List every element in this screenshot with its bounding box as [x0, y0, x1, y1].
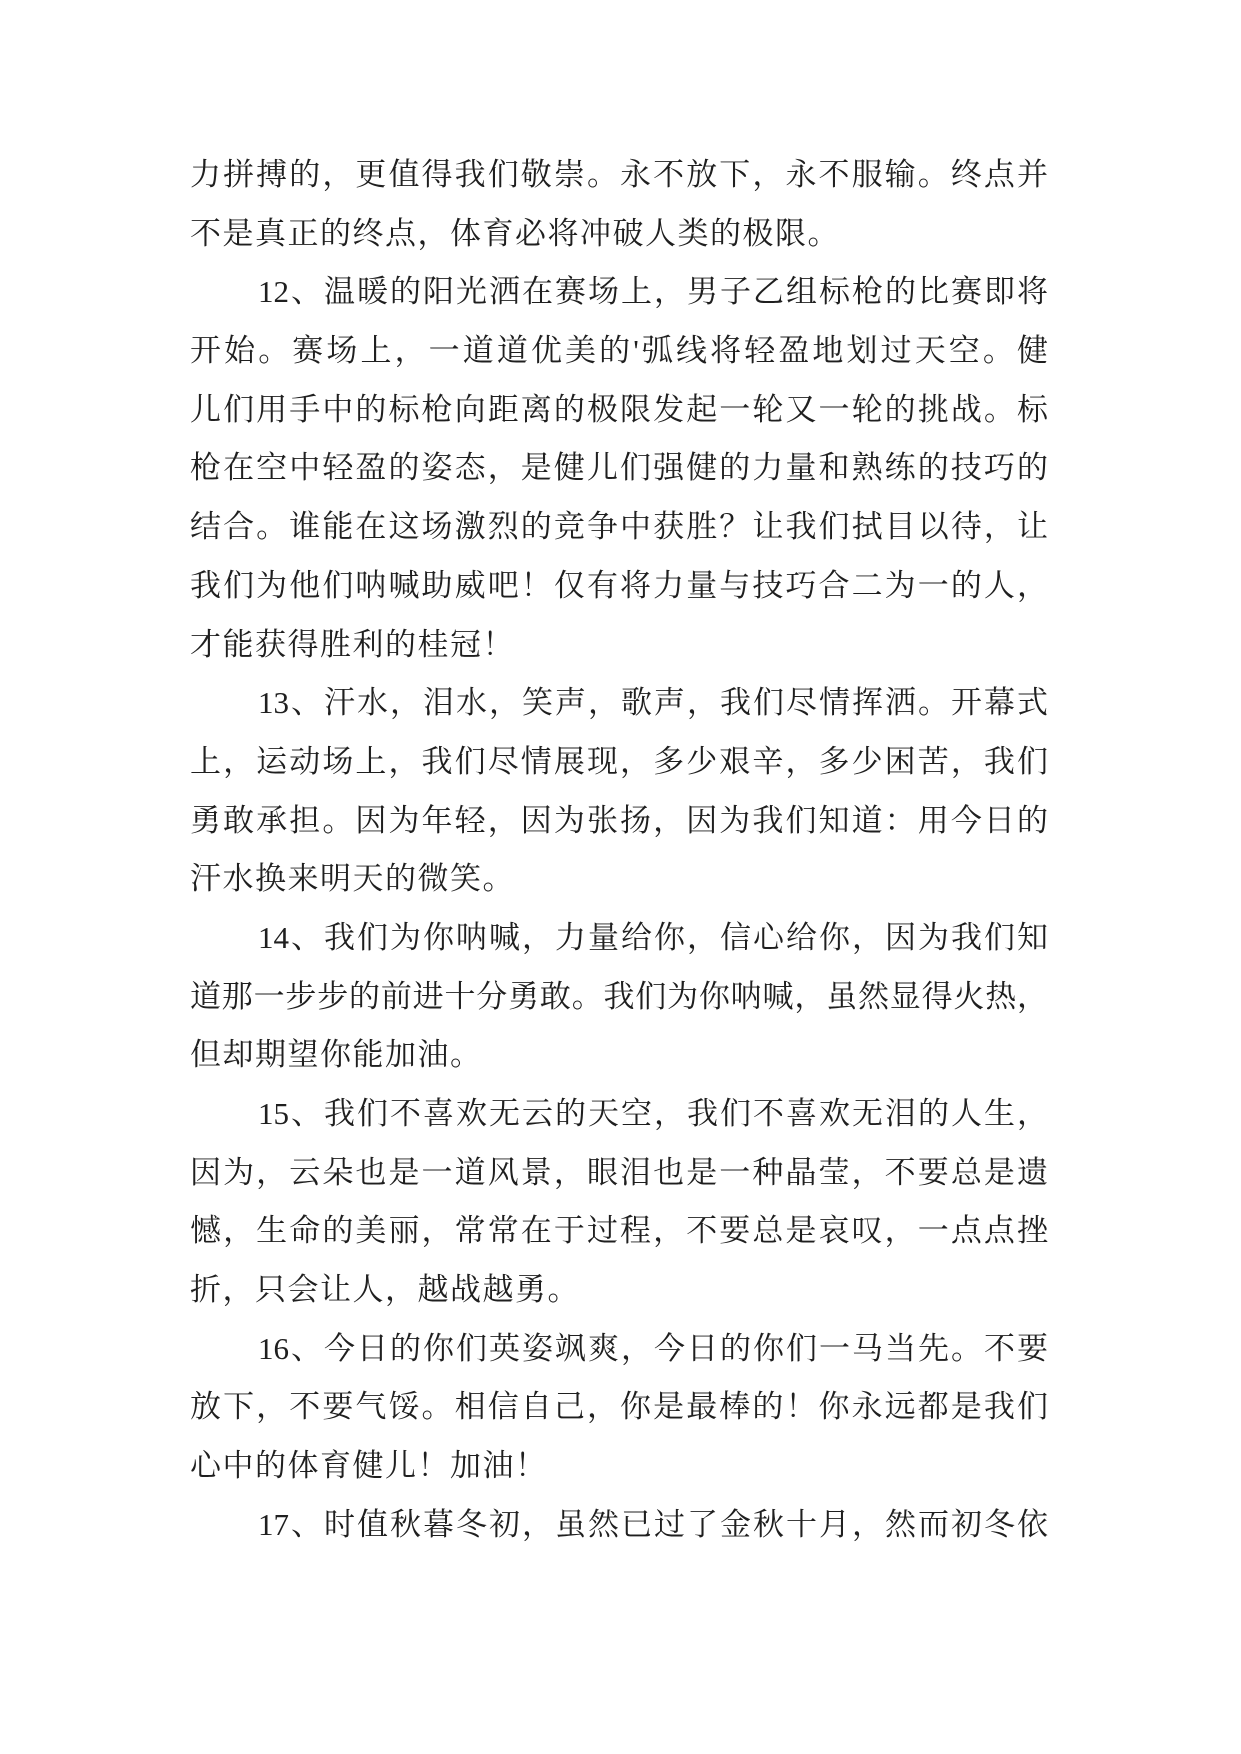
text-line: 15、我们不喜欢无云的天空，我们不喜欢无泪的人生， — [258, 1096, 1048, 1131]
document-text-body — [190, 146, 1048, 1555]
text-line: 13、汗水，泪水，笑声，歌声，我们尽情挥洒。开幕式 — [258, 685, 1048, 721]
paragraph — [190, 909, 1048, 1085]
paragraph — [190, 263, 1048, 674]
text-line: 道那一步步的前进十分勇敢。我们为你呐喊，虽然显得火热， — [190, 978, 1048, 1014]
text-line: 开始。赛场上，一道道优美的'弧线将轻盈地划过天空。健 — [190, 333, 1048, 369]
text-line: 才能获得胜利的桂冠！ — [190, 626, 515, 662]
text-line: 17、时值秋暮冬初，虽然已过了金秋十月，然而初冬依 — [258, 1506, 1048, 1542]
paragraph — [190, 1496, 1048, 1555]
text-line: 但却期望你能加油。 — [190, 1037, 483, 1073]
text-line: 14、我们为你呐喊，力量给你，信心给你，因为我们知 — [258, 919, 1048, 955]
text-line: 勇敢承担。因为年轻，因为张扬，因为我们知道：用今日的 — [190, 802, 1048, 838]
text-line: 结合。谁能在这场激烈的竞争中获胜？让我们拭目以待，让 — [190, 509, 1048, 545]
text-line: 12、温暖的阳光洒在赛场上，男子乙组标枪的比赛即将 — [258, 274, 1048, 310]
text-line: 枪在空中轻盈的姿态，是健儿们强健的力量和熟练的技巧的 — [190, 450, 1048, 486]
text-line: 不是真正的终点，体育必将冲破人类的极限。 — [190, 215, 840, 251]
text-line: 16、今日的你们英姿飒爽，今日的你们一马当先。不要 — [258, 1330, 1048, 1366]
paragraph — [190, 1085, 1048, 1320]
text-line: 因为，云朵也是一道风景，眼泪也是一种晶莹，不要总是遗 — [190, 1154, 1048, 1190]
text-line: 我们为他们呐喊助威吧！仅有将力量与技巧合二为一的人， — [190, 567, 1048, 603]
text-line: 放下，不要气馁。相信自己，你是最棒的！你永远都是我们 — [190, 1389, 1048, 1425]
text-line: 折，只会让人，越战越勇。 — [190, 1272, 580, 1308]
text-line: 汗水换来明天的微笑。 — [190, 861, 515, 897]
text-line: 心中的体育健儿！加油！ — [190, 1448, 548, 1484]
text-line: 上，运动场上，我们尽情展现，多少艰辛，多少困苦，我们 — [190, 743, 1048, 779]
text-line: 憾，生命的美丽，常常在于过程，不要总是哀叹，一点点挫 — [190, 1213, 1048, 1249]
paragraph — [190, 1320, 1048, 1496]
paragraph — [190, 674, 1048, 909]
text-line: 力拼搏的，更值得我们敬崇。永不放下，永不服输。终点并 — [190, 157, 1048, 192]
text-line: 儿们用手中的标枪向距离的极限发起一轮又一轮的挑战。标 — [190, 391, 1048, 427]
paragraph — [190, 146, 1048, 263]
